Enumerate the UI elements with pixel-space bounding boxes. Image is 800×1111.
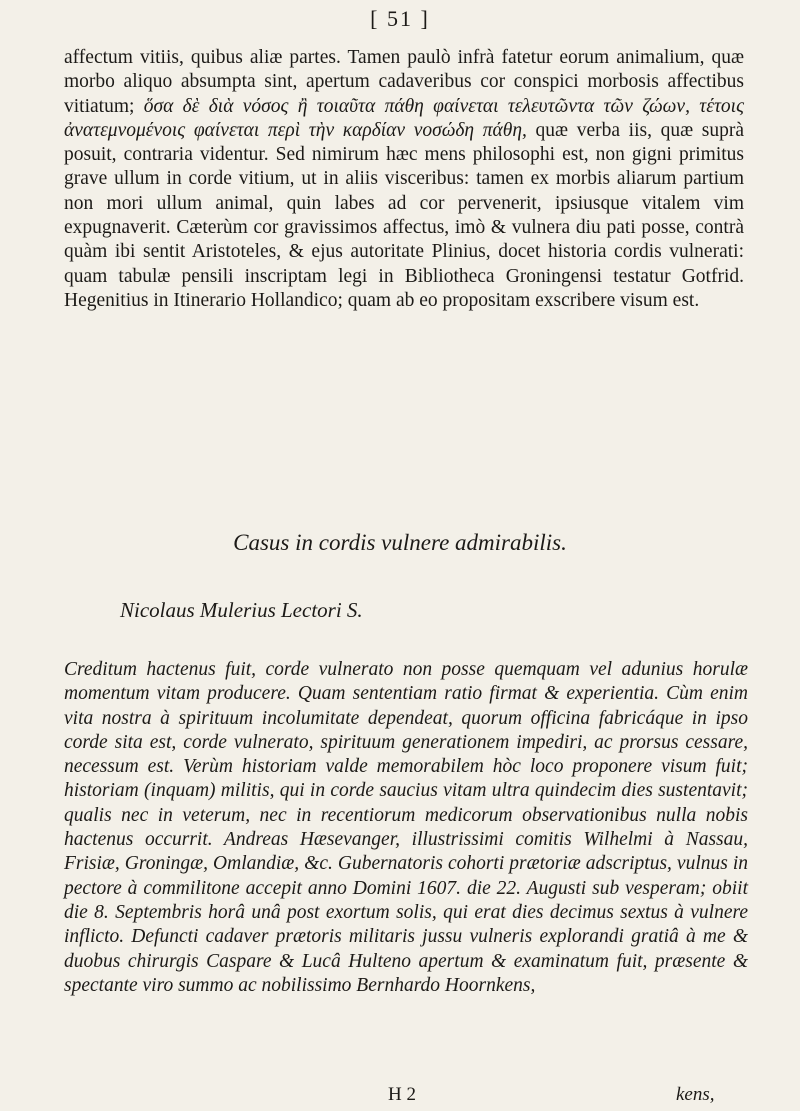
catchword: kens, xyxy=(676,1084,715,1105)
body-text-part1: affectum vitiis, quibus aliæ partes. Tamen paulò infrà fatetur eorum animalium, quæ morbo aliquo absumpta sint, apertum cadaveribus cor conspici morbosis affectibus vitiatum; xyxy=(64,47,744,117)
signature-mark: H 2 xyxy=(388,1084,416,1105)
page-number: [ 51 ] xyxy=(370,6,430,31)
section-heading: Casus in cordis vulnere admirabilis. xyxy=(233,530,567,555)
body-text-part2: quæ verba iis, quæ suprà posuit, contraria videntur. Sed nimirum hæc mens philosophi est, non gigni primitus grave ullum in corde vitium, ut in aliis visceribus: tamen ex morbis aliarum partium non mori ullum animal, quin labes ad cor pervenerit, ipsiusque vitalem vim expugnaverit. Cæterùm cor gravissimos affectus, imò & vulnera diu pati posse, contrà quàm ibi sentit Aristoteles, & ejus autoritate Plinius, docet historia cordis vulnerati: quam tabulæ pensili inscriptam legi in Bibliotheca Groningensi testatur Gotfrid. Hegenitius in Itinerario Hollandico; quam ab eo propositam exscribere visum est. xyxy=(64,119,745,311)
letter-title: Nicolaus Mulerius Lectori S. xyxy=(120,598,363,622)
letter-paragraph: Creditum hactenus fuit, corde vulnerato non posse quemquam vel adunius horulæ momentum vitam producere. Quam sententiam ratio firmat & experientia. Cùm enim vita nostra à spirituum incolumitate dependeat, quorum officina fabricáque in ipso corde sita est, corde vulnerato, spirituum generationem impediri, ac prorsus cessare, necessum est. Verùm historiam valde memorabilem hòc loco proponere visum fuit; historiam (inquam) militis, qui in corde saucius vitam ultra quindecim dies sustentavit; qualis nec in veterum, nec in recentiorum medicorum observationibus nulla nobis hactenus occurrit. Andreas Hæsevanger, illustrissimi comitis Wilhelmi à Nassau, Frisiæ, Groningæ, Omlandiæ, &c. Gubernatoris cohorti prætoriæ adscriptus, vulnus in pectore à commilitone accepit anno Domini 1607. die 22. Augusti sub vesperam; obiit die 8. Septembris horâ unâ post exortum solis, qui erat dies decimus sextus à vulnere inflicto. Defuncti cadaver prætoris militaris jussu vulneris explorandi gratiâ à me & duobus chirurgis Caspare & Lucâ Hulteno apertum & examinatum fuit, præsente & spectante viro summo ac nobilissimo Bernhardo Hoornkens, xyxy=(64,659,748,996)
body-paragraph xyxy=(64,46,744,313)
greek-quotation: ὅσα δὲ διὰ νόσος ἢ τοιαῦτα πάθη φαίνεται τελευτῶντα τῶν ζώων, τέτοις ἀνατεμνομένοις φαίνεται περὶ τὴν καρδίαν νοσώδη πάθη, xyxy=(64,95,744,141)
